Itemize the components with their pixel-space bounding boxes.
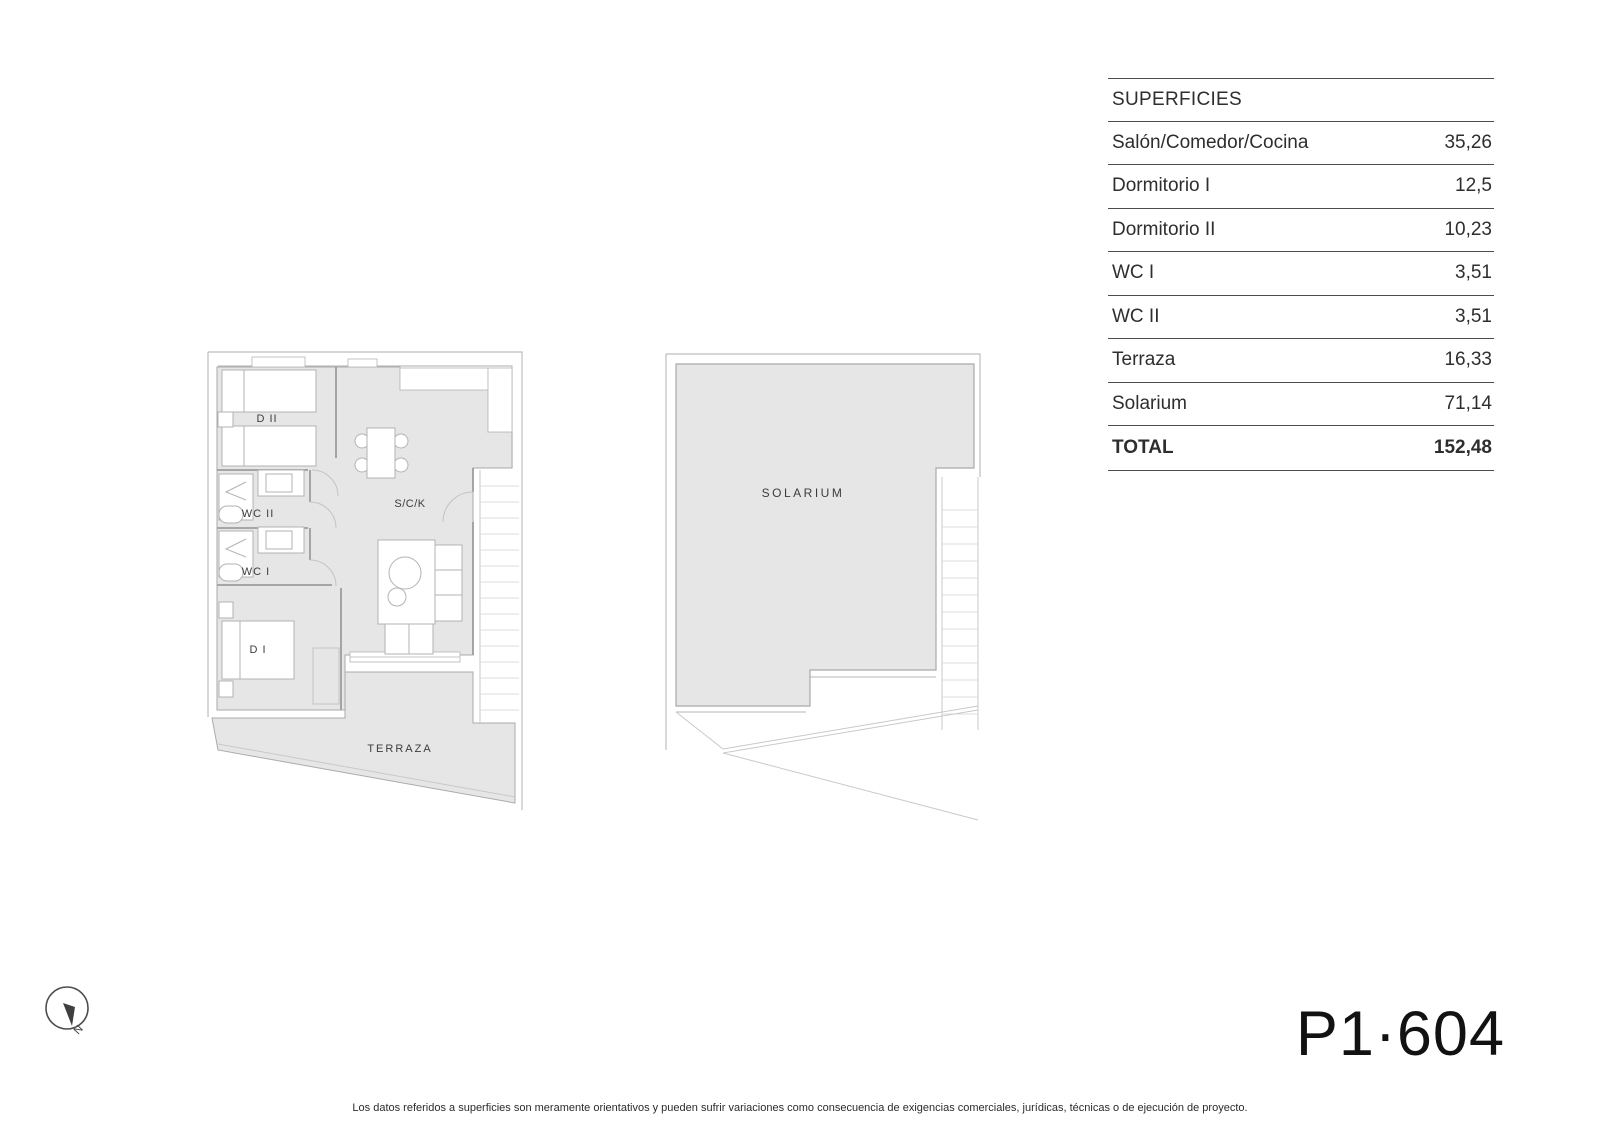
- row-value: 12,5: [1455, 175, 1492, 197]
- superficies-table: [1108, 78, 1494, 471]
- row-label: WC II: [1112, 305, 1160, 327]
- solarium-floor-plan: [655, 340, 995, 830]
- table-row: [1108, 252, 1494, 296]
- room-label-sck: S/C/K: [394, 498, 426, 510]
- row-value: 35,26: [1444, 131, 1492, 153]
- table-row: [1108, 165, 1494, 209]
- room-label-d2: D II: [256, 413, 278, 425]
- room-label-wc1: WC I: [241, 566, 271, 578]
- table-row: [1108, 339, 1494, 383]
- row-label: TOTAL: [1112, 436, 1174, 458]
- north-compass: [38, 962, 108, 1052]
- row-label: Terraza: [1112, 349, 1176, 371]
- solarium-floor: [676, 364, 974, 706]
- room-label-terraza: TERRAZA: [367, 743, 433, 755]
- row-value: 10,23: [1444, 218, 1492, 240]
- disclaimer-text: Los datos referidos a superficies son meramente orientativos y pueden sufrir variaciones como consecuencia de exigencias comerciales, jurídicas, técnicas o de ejecución de proyecto.: [352, 1102, 1248, 1114]
- table-row: [1108, 383, 1494, 427]
- table-header: SUPERFICIES: [1108, 79, 1494, 122]
- table-row: [1108, 209, 1494, 253]
- row-value: 3,51: [1455, 305, 1492, 327]
- row-value: 3,51: [1455, 262, 1492, 284]
- room-label-d1: D I: [249, 644, 267, 656]
- row-value: 152,48: [1433, 436, 1492, 458]
- row-label: Salón/Comedor/Cocina: [1112, 131, 1309, 153]
- table-row: [1108, 122, 1494, 166]
- north-arrow-icon: [63, 1003, 75, 1026]
- row-value: 16,33: [1444, 349, 1492, 371]
- row-value: 71,14: [1444, 392, 1492, 414]
- row-label: Solarium: [1112, 392, 1187, 414]
- staircase: [480, 470, 519, 723]
- row-label: Dormitorio II: [1112, 218, 1216, 240]
- room-label-solarium: SOLARIUM: [761, 486, 845, 500]
- compass-north-label: N: [71, 1023, 86, 1038]
- apartment-floor-plan: [190, 340, 535, 820]
- row-label: WC I: [1112, 262, 1155, 284]
- plan-code: P1·604: [1295, 999, 1505, 1069]
- room-label-wc2: WC II: [241, 508, 275, 520]
- table-row: [1108, 296, 1494, 340]
- staircase: [942, 477, 978, 730]
- row-label: Dormitorio I: [1112, 175, 1211, 197]
- table-row-total: [1108, 426, 1494, 470]
- roof-slope-lines: [676, 706, 978, 820]
